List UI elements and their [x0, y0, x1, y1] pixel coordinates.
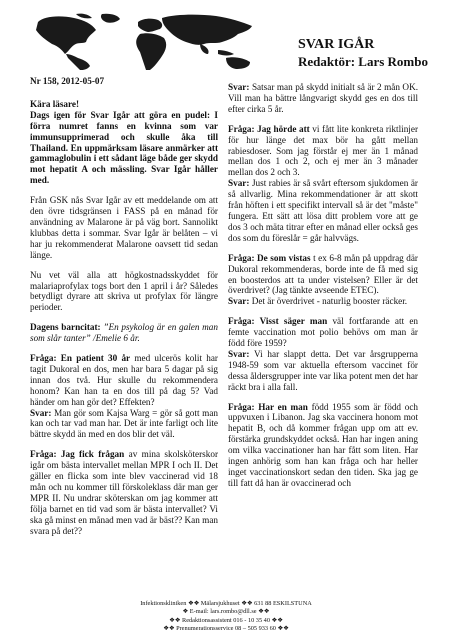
- question-1-text: med ulcerös kolit har tagit Dukoral en dos, men har bara 5 dagar på sig innan dos två. Hur skulle du rekommendera honom? Kan han ta en dos till på dag 5? Vad händer om han gör det? Effekten?: [30, 353, 218, 407]
- gsk-paragraph: Från GSK nås Svar Igår av ett meddelande om att den övre tidsgränsen i FASS på en månad för användning av Malarone är på väg bort. Sannolikt klubbas detta i sommar. Svar Igår är belåten – vi har ju rekommenderat Malarone oavsett tid sedan länge.: [30, 195, 218, 260]
- issue-number: Nr 158, 2012-05-07: [30, 76, 105, 86]
- intro-paragraph: Dags igen för Svar Igår att göra en pudel: I förra numret fanns en kvinna som var immunsupprimerad och skulle åka till Thailand. En uppmärksam läsare anmärker att gammaglobulin i ett sådant läge både ger skydd mot hepatit A och mässling. Svar Igår håller med.: [30, 109, 218, 186]
- answer-1-text: Man gör som Kajsa Warg = gör så gott man kan och tar vad man har. Det är inte farligt och lite bättre skydd än med en dos blir det väl.: [30, 407, 218, 440]
- question-2-label: Fråga: Jag fick frågan: [30, 449, 125, 460]
- question-5-label: Fråga: Visst säger man: [228, 316, 328, 327]
- question-4: [228, 253, 418, 308]
- answer-2: [228, 82, 418, 115]
- question-6: [228, 402, 418, 489]
- child-quote-label: Dagens barncitat:: [30, 322, 101, 333]
- cost-paragraph: Nu vet väl alla att högkostnadsskyddet för malariaprofylax togs bort den 1 april i år? Således betydligt dyrare att skriva ut profylax för längre perioder.: [30, 269, 218, 313]
- world-map-logo: [30, 12, 260, 70]
- question-3-label: Fråga: Jag hörde att: [228, 123, 310, 134]
- question-4-text: t ex 6-8 mån på uppdrag där Dukoral rekommenderas, borde inte de få med sig en boosterdos att ta under vistelsen? Eller är det överdrivet? (Jag tänkte avseende ETEC).: [228, 252, 418, 296]
- answer-3-label: Svar:: [228, 178, 250, 189]
- question-3-text: vi fått lite konkreta riktlinjer för hur länge det max bör ha gått mellan rabiesdoser. Som jag förstår ej mer än 1 månad mellan dos 1 och 2, och ej mer än 3 månader mellan dos 2 och 3.: [228, 123, 419, 178]
- question-6-label: Fråga: Har en man: [228, 401, 308, 412]
- footer-address: Infektionskliniken ❖❖ Mälarsjukhuset ❖❖ 631 88 ESKILSTUNA: [140, 600, 312, 607]
- question-3: [228, 124, 418, 244]
- footer-subscription-phone: ❖❖ Prenumerationsservice 08 – 505 933 60 ❖❖: [163, 625, 289, 633]
- question-2: [30, 449, 218, 536]
- right-column: [228, 82, 418, 498]
- question-6-text: född 1955 som är född och uppvuxen i Libanon. Jag ska vaccinera honom mot hepatit B, och då kommer frågan upp om att ev. förstärka grundskyddet också. Han har ingen aning om vilka vaccinationer han har fått som liten. Har ingen anhörig som han kan fråga och har heller inget vaccinationskort sedan den tiden. Ska jag ge till fatt då han är ovaccinerad och: [228, 401, 419, 488]
- answer-5-label: Svar:: [228, 348, 250, 359]
- answer-4-text: Det är överdrivet - naturlig booster räcker.: [251, 296, 408, 307]
- editor-line: Redaktör: Lars Rombo: [298, 54, 428, 69]
- left-column: [30, 76, 218, 546]
- question-2-text: av mina skolsköterskor igår om bästa intervallet mellan MPR I och II. Det gäller en flicka som inte blev vaccinerad vid 18 mån och nu kommer till förskoleklass där man ger MPR II. Nu undrar sköterskan om jag kommer att följa barnet en tid vad som är bästa intervallet? Vi ska gå minst en månad men vad är bäst?? Kan man svara på det??: [30, 449, 218, 536]
- child-quote-text: ”En psykolog är en galen man som slår tanter” /Emelie 6 år.: [30, 322, 218, 344]
- answer-2-label: Svar:: [228, 82, 250, 92]
- answer-1-label: Svar:: [30, 407, 52, 418]
- question-5-text: väl fortfarande att en femte vaccination mot polio behövs om man är född före 1959?: [228, 316, 419, 349]
- child-quote-paragraph: [30, 322, 218, 344]
- footer-email: ❖ E-mail: lars.rombo@dll.se ❖❖: [182, 608, 270, 616]
- footer: [0, 600, 452, 634]
- question-5: [228, 316, 418, 392]
- answer-3-text: Just rabies är så svårt eftersom sjukdomen är så allvarlig. Mina rekommendationer är att skott från höften i ett specifikt intervall så är det "måste" fungera. Ett sätt att lösa ditt problem vore att ge dos 3 och mäta titrar efter en månad eller också ges dos som du föreslår = går halvvägs.: [228, 178, 418, 243]
- greeting: Kära läsare!: [30, 98, 80, 109]
- answer-2-text: Satsar man på skydd initialt så är 2 mån OK. Vill man ha bättre långvarigt skydd ges en dos till efter cirka 5 år.: [228, 82, 419, 114]
- question-1: [30, 353, 218, 440]
- question-1-label: Fråga: En patient 30 år: [30, 353, 131, 364]
- answer-4-label: Svar:: [228, 296, 250, 307]
- newsletter-title: SVAR IGÅR: [298, 37, 375, 52]
- answer-5-text: Vi har slappt detta. Det var årsgrupperna 1948-59 som var aktuella eftersom vaccinet för dessa åldersgrupper inte var lika potent men det har räckt bra i alla fall.: [228, 348, 418, 392]
- footer-assistant-phone: ❖❖ Redaktionsassistent 016 - 10 35 40 ❖❖: [169, 616, 283, 624]
- question-4-label: Fråga: De som vistas: [228, 252, 311, 263]
